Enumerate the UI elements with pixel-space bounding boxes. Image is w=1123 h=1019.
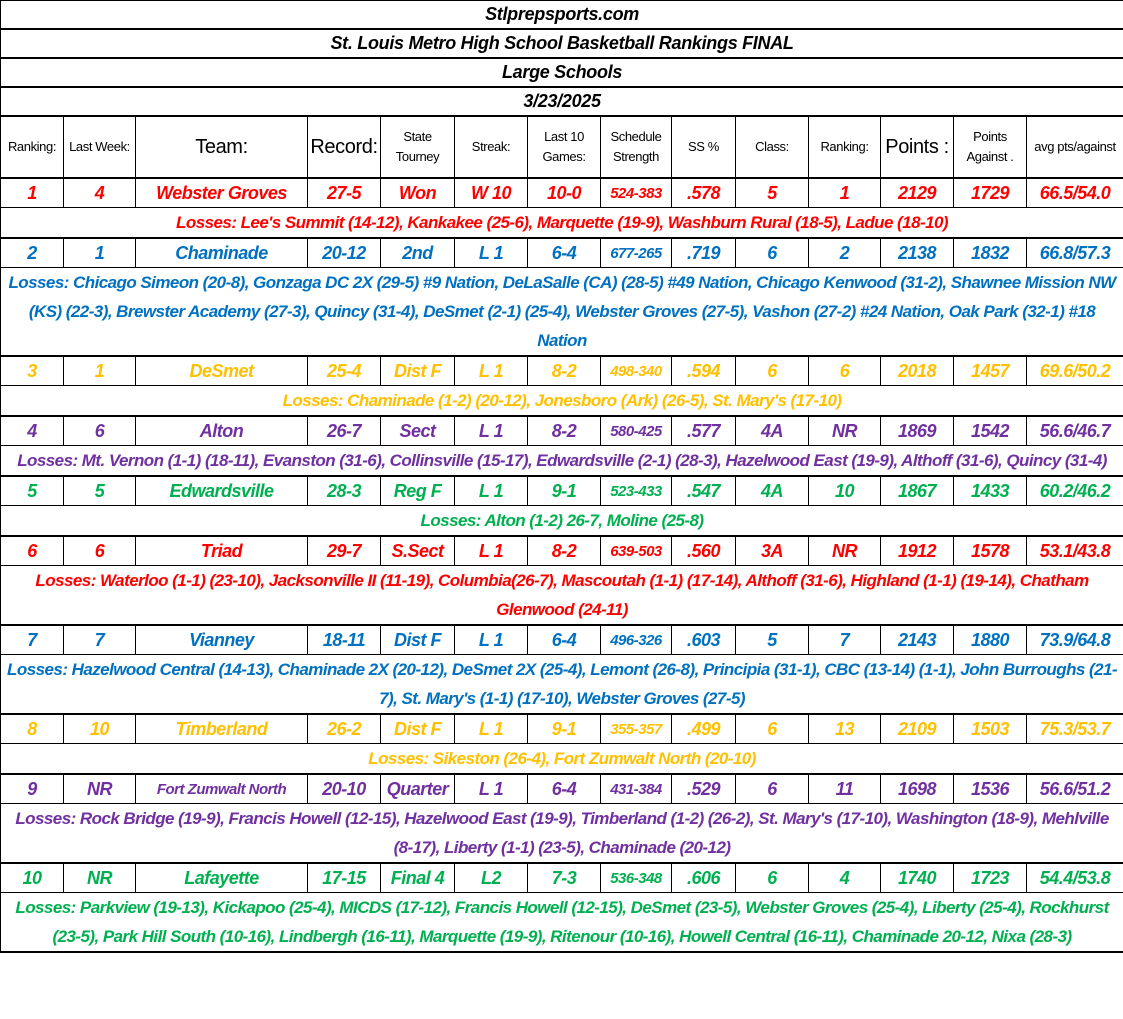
team-row bbox=[1, 714, 1123, 744]
cell-state-tourney: Sect bbox=[381, 416, 455, 446]
cell-ranking: 1 bbox=[1, 178, 64, 208]
cell-class-ranking: NR bbox=[809, 416, 881, 446]
cell-streak: L 1 bbox=[455, 714, 528, 744]
cell-last-week: 6 bbox=[64, 536, 136, 566]
cell-state-tourney: Reg F bbox=[381, 476, 455, 506]
cell-last-week: 10 bbox=[64, 714, 136, 744]
cell-last-week: 6 bbox=[64, 416, 136, 446]
cell-streak: L2 bbox=[455, 863, 528, 893]
cell-ss-pct: .560 bbox=[672, 536, 736, 566]
cell-points-against: 1542 bbox=[954, 416, 1027, 446]
losses-row bbox=[1, 268, 1123, 357]
losses-row bbox=[1, 566, 1123, 626]
rankings-title: St. Louis Metro High School Basketball Rankings FINAL bbox=[1, 29, 1123, 58]
cell-last-10: 8-2 bbox=[528, 356, 601, 386]
cell-team: DeSmet bbox=[136, 356, 308, 386]
header-last-week: Last Week: bbox=[64, 116, 136, 178]
cell-class-ranking: 13 bbox=[809, 714, 881, 744]
header-class: Class: bbox=[736, 116, 809, 178]
cell-points-against: 1503 bbox=[954, 714, 1027, 744]
cell-ss-pct: .594 bbox=[672, 356, 736, 386]
losses-text: Losses: Hazelwood Central (14-13), Chaminade 2X (20-12), DeSmet 2X (25-4), Lemont (26-8), Principia (31-1), CBC (13-14) (1-1), John Burroughs (21-7), St. Mary's (1-1) (17-10), Webster Groves (27-5) bbox=[1, 655, 1123, 715]
losses-row bbox=[1, 446, 1123, 477]
cell-ranking: 6 bbox=[1, 536, 64, 566]
losses-row bbox=[1, 506, 1123, 537]
cell-last-week: 1 bbox=[64, 238, 136, 268]
header-avg-pts: avg pts/against bbox=[1027, 116, 1123, 178]
header-row bbox=[1, 116, 1123, 178]
cell-points: 1912 bbox=[881, 536, 954, 566]
team-row bbox=[1, 863, 1123, 893]
cell-avg-pts: 54.4/53.8 bbox=[1027, 863, 1123, 893]
cell-state-tourney: 2nd bbox=[381, 238, 455, 268]
cell-last-week: NR bbox=[64, 774, 136, 804]
cell-avg-pts: 69.6/50.2 bbox=[1027, 356, 1123, 386]
cell-streak: L 1 bbox=[455, 536, 528, 566]
cell-schedule-strength: 639-503 bbox=[601, 536, 672, 566]
cell-class: 6 bbox=[736, 714, 809, 744]
losses-text: Losses: Chicago Simeon (20-8), Gonzaga DC 2X (29-5) #9 Nation, DeLaSalle (CA) (28-5) #49 Nation, Chicago Kenwood (31-2), Shawnee Mission NW (KS) (22-3), Brewster Academy (27-3), Quincy (31-4), DeSmet (2-1) (25-4), Webster Groves (27-5), Vashon (27-2) #24 Nation, Oak Park (32-1) #18 Nation bbox=[1, 268, 1123, 357]
cell-schedule-strength: 431-384 bbox=[601, 774, 672, 804]
cell-streak: L 1 bbox=[455, 356, 528, 386]
cell-team: Alton bbox=[136, 416, 308, 446]
cell-points: 2109 bbox=[881, 714, 954, 744]
cell-ranking: 7 bbox=[1, 625, 64, 655]
cell-record: 25-4 bbox=[308, 356, 381, 386]
cell-record: 27-5 bbox=[308, 178, 381, 208]
cell-team: Edwardsville bbox=[136, 476, 308, 506]
cell-last-week: 4 bbox=[64, 178, 136, 208]
cell-avg-pts: 66.5/54.0 bbox=[1027, 178, 1123, 208]
losses-row bbox=[1, 386, 1123, 417]
cell-last-10: 8-2 bbox=[528, 536, 601, 566]
cell-class-ranking: 11 bbox=[809, 774, 881, 804]
header-points: Points : bbox=[881, 116, 954, 178]
cell-last-10: 7-3 bbox=[528, 863, 601, 893]
losses-row bbox=[1, 655, 1123, 715]
header-schedule-strength: Schedule Strength bbox=[601, 116, 672, 178]
cell-last-10: 6-4 bbox=[528, 625, 601, 655]
cell-last-10: 9-1 bbox=[528, 714, 601, 744]
cell-points: 2129 bbox=[881, 178, 954, 208]
header-record: Record: bbox=[308, 116, 381, 178]
team-row bbox=[1, 416, 1123, 446]
cell-last-week: 1 bbox=[64, 356, 136, 386]
cell-class: 6 bbox=[736, 356, 809, 386]
cell-record: 20-10 bbox=[308, 774, 381, 804]
cell-ranking: 3 bbox=[1, 356, 64, 386]
cell-points-against: 1457 bbox=[954, 356, 1027, 386]
cell-last-week: 7 bbox=[64, 625, 136, 655]
cell-class: 5 bbox=[736, 178, 809, 208]
cell-points: 2138 bbox=[881, 238, 954, 268]
cell-points: 1740 bbox=[881, 863, 954, 893]
cell-schedule-strength: 355-357 bbox=[601, 714, 672, 744]
cell-schedule-strength: 536-348 bbox=[601, 863, 672, 893]
team-row bbox=[1, 774, 1123, 804]
cell-points-against: 1723 bbox=[954, 863, 1027, 893]
cell-class: 4A bbox=[736, 416, 809, 446]
losses-text: Losses: Alton (1-2) 26-7, Moline (25-8) bbox=[1, 506, 1123, 537]
cell-state-tourney: Quarter bbox=[381, 774, 455, 804]
cell-state-tourney: Dist F bbox=[381, 625, 455, 655]
cell-ss-pct: .578 bbox=[672, 178, 736, 208]
cell-schedule-strength: 498-340 bbox=[601, 356, 672, 386]
cell-last-week: NR bbox=[64, 863, 136, 893]
cell-ss-pct: .606 bbox=[672, 863, 736, 893]
cell-class-ranking: 7 bbox=[809, 625, 881, 655]
cell-schedule-strength: 677-265 bbox=[601, 238, 672, 268]
cell-last-10: 10-0 bbox=[528, 178, 601, 208]
cell-streak: L 1 bbox=[455, 774, 528, 804]
header-ss-pct: SS % bbox=[672, 116, 736, 178]
cell-class-ranking: 2 bbox=[809, 238, 881, 268]
cell-record: 28-3 bbox=[308, 476, 381, 506]
division-title: Large Schools bbox=[1, 58, 1123, 87]
cell-last-10: 6-4 bbox=[528, 774, 601, 804]
cell-ranking: 9 bbox=[1, 774, 64, 804]
cell-points: 2018 bbox=[881, 356, 954, 386]
cell-avg-pts: 73.9/64.8 bbox=[1027, 625, 1123, 655]
losses-row bbox=[1, 893, 1123, 953]
cell-team: Webster Groves bbox=[136, 178, 308, 208]
header-state-tourney: State Tourney bbox=[381, 116, 455, 178]
cell-team: Timberland bbox=[136, 714, 308, 744]
cell-ranking: 8 bbox=[1, 714, 64, 744]
cell-streak: L 1 bbox=[455, 476, 528, 506]
cell-state-tourney: Dist F bbox=[381, 356, 455, 386]
cell-avg-pts: 75.3/53.7 bbox=[1027, 714, 1123, 744]
cell-ss-pct: .547 bbox=[672, 476, 736, 506]
cell-schedule-strength: 580-425 bbox=[601, 416, 672, 446]
cell-last-week: 5 bbox=[64, 476, 136, 506]
cell-points-against: 1578 bbox=[954, 536, 1027, 566]
losses-text: Losses: Sikeston (26-4), Fort Zumwalt North (20-10) bbox=[1, 744, 1123, 775]
cell-ss-pct: .719 bbox=[672, 238, 736, 268]
cell-ranking: 4 bbox=[1, 416, 64, 446]
header-class-ranking: Ranking: bbox=[809, 116, 881, 178]
team-row bbox=[1, 356, 1123, 386]
cell-last-10: 9-1 bbox=[528, 476, 601, 506]
team-row bbox=[1, 238, 1123, 268]
cell-state-tourney: Won bbox=[381, 178, 455, 208]
cell-record: 18-11 bbox=[308, 625, 381, 655]
cell-ranking: 2 bbox=[1, 238, 64, 268]
losses-row bbox=[1, 208, 1123, 239]
header-last-10: Last 10 Games: bbox=[528, 116, 601, 178]
cell-record: 29-7 bbox=[308, 536, 381, 566]
cell-points: 1869 bbox=[881, 416, 954, 446]
cell-record: 20-12 bbox=[308, 238, 381, 268]
cell-avg-pts: 53.1/43.8 bbox=[1027, 536, 1123, 566]
cell-points: 2143 bbox=[881, 625, 954, 655]
cell-state-tourney: Final 4 bbox=[381, 863, 455, 893]
losses-text: Losses: Lee's Summit (14-12), Kankakee (25-6), Marquette (19-9), Washburn Rural (18-5), Ladue (18-10) bbox=[1, 208, 1123, 239]
header-streak: Streak: bbox=[455, 116, 528, 178]
cell-class: 6 bbox=[736, 774, 809, 804]
cell-points-against: 1433 bbox=[954, 476, 1027, 506]
cell-record: 26-2 bbox=[308, 714, 381, 744]
cell-class-ranking: 1 bbox=[809, 178, 881, 208]
cell-streak: L 1 bbox=[455, 416, 528, 446]
cell-last-10: 6-4 bbox=[528, 238, 601, 268]
cell-ss-pct: .499 bbox=[672, 714, 736, 744]
cell-points-against: 1832 bbox=[954, 238, 1027, 268]
site-title: Stlprepsports.com bbox=[1, 1, 1123, 30]
date-title: 3/23/2025 bbox=[1, 87, 1123, 116]
cell-points-against: 1880 bbox=[954, 625, 1027, 655]
cell-class-ranking: 4 bbox=[809, 863, 881, 893]
cell-team: Vianney bbox=[136, 625, 308, 655]
losses-text: Losses: Parkview (19-13), Kickapoo (25-4), MICDS (17-12), Francis Howell (12-15), DeSmet (23-5), Webster Groves (25-4), Liberty (25-4), Rockhurst (23-5), Park Hill South (10-16), Lindbergh (16-11), Marquette (19-9), Ritenour (10-16), Howell Central (16-11), Chaminade 20-12, Nixa (28-3) bbox=[1, 893, 1123, 953]
cell-avg-pts: 60.2/46.2 bbox=[1027, 476, 1123, 506]
cell-state-tourney: Dist F bbox=[381, 714, 455, 744]
team-row bbox=[1, 476, 1123, 506]
cell-streak: W 10 bbox=[455, 178, 528, 208]
cell-points: 1698 bbox=[881, 774, 954, 804]
cell-ranking: 10 bbox=[1, 863, 64, 893]
losses-text: Losses: Rock Bridge (19-9), Francis Howell (12-15), Hazelwood East (19-9), Timberland (1-2) (26-2), St. Mary's (17-10), Washington (18-9), Mehlville (8-17), Liberty (1-1) (23-5), Chaminade (20-12) bbox=[1, 804, 1123, 864]
cell-record: 26-7 bbox=[308, 416, 381, 446]
cell-class-ranking: 10 bbox=[809, 476, 881, 506]
cell-points: 1867 bbox=[881, 476, 954, 506]
losses-row bbox=[1, 744, 1123, 775]
header-team: Team: bbox=[136, 116, 308, 178]
header-ranking: Ranking: bbox=[1, 116, 64, 178]
cell-class-ranking: NR bbox=[809, 536, 881, 566]
cell-class-ranking: 6 bbox=[809, 356, 881, 386]
cell-avg-pts: 66.8/57.3 bbox=[1027, 238, 1123, 268]
cell-class: 6 bbox=[736, 863, 809, 893]
losses-text: Losses: Waterloo (1-1) (23-10), Jacksonville II (11-19), Columbia(26-7), Mascoutah (1-1) (17-14), Althoff (31-6), Highland (1-1) (19-14), Chatham Glenwood (24-11) bbox=[1, 566, 1123, 626]
cell-schedule-strength: 523-433 bbox=[601, 476, 672, 506]
cell-avg-pts: 56.6/46.7 bbox=[1027, 416, 1123, 446]
cell-team: Fort Zumwalt North bbox=[136, 774, 308, 804]
losses-row bbox=[1, 804, 1123, 864]
cell-record: 17-15 bbox=[308, 863, 381, 893]
cell-avg-pts: 56.6/51.2 bbox=[1027, 774, 1123, 804]
cell-class: 4A bbox=[736, 476, 809, 506]
cell-state-tourney: S.Sect bbox=[381, 536, 455, 566]
cell-schedule-strength: 496-326 bbox=[601, 625, 672, 655]
cell-class: 6 bbox=[736, 238, 809, 268]
cell-points-against: 1536 bbox=[954, 774, 1027, 804]
cell-points-against: 1729 bbox=[954, 178, 1027, 208]
cell-streak: L 1 bbox=[455, 238, 528, 268]
cell-last-10: 8-2 bbox=[528, 416, 601, 446]
cell-team: Triad bbox=[136, 536, 308, 566]
cell-class: 3A bbox=[736, 536, 809, 566]
cell-schedule-strength: 524-383 bbox=[601, 178, 672, 208]
cell-ranking: 5 bbox=[1, 476, 64, 506]
team-row bbox=[1, 536, 1123, 566]
cell-team: Lafayette bbox=[136, 863, 308, 893]
cell-streak: L 1 bbox=[455, 625, 528, 655]
cell-class: 5 bbox=[736, 625, 809, 655]
cell-team: Chaminade bbox=[136, 238, 308, 268]
team-row bbox=[1, 625, 1123, 655]
header-points-against: Points Against . bbox=[954, 116, 1027, 178]
cell-ss-pct: .603 bbox=[672, 625, 736, 655]
cell-ss-pct: .577 bbox=[672, 416, 736, 446]
losses-text: Losses: Chaminade (1-2) (20-12), Jonesboro (Ark) (26-5), St. Mary's (17-10) bbox=[1, 386, 1123, 417]
losses-text: Losses: Mt. Vernon (1-1) (18-11), Evanston (31-6), Collinsville (15-17), Edwardsville (2-1) (28-3), Hazelwood East (19-9), Althoff (31-6), Quincy (31-4) bbox=[1, 446, 1123, 477]
team-row bbox=[1, 178, 1123, 208]
cell-ss-pct: .529 bbox=[672, 774, 736, 804]
